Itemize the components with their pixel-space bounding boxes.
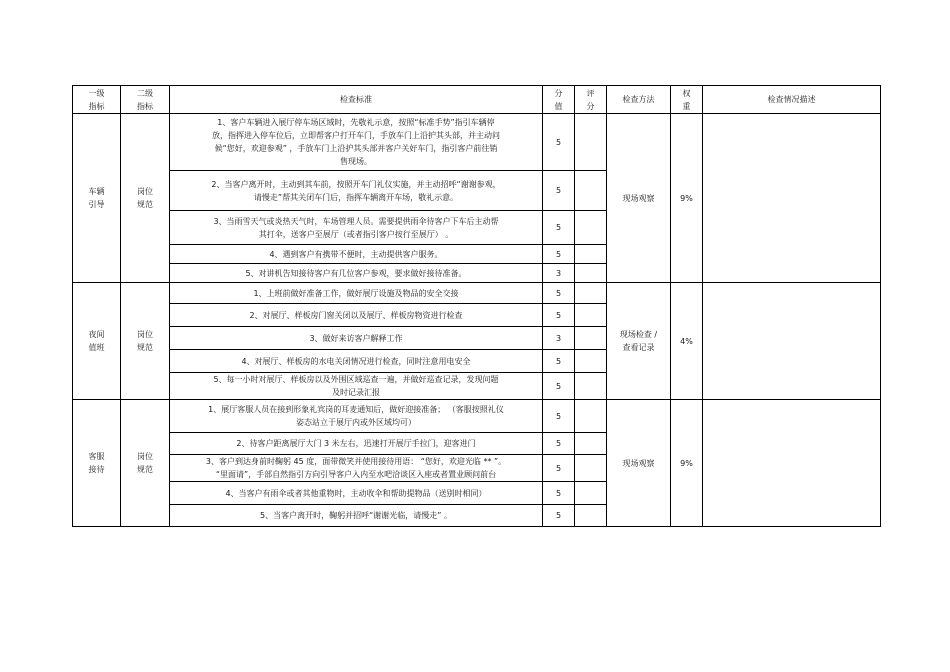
score-cell: 5 [543, 433, 575, 455]
rating-cell[interactable] [575, 211, 607, 245]
standard-line: 5、每一小时对展厅、样板房以及外围区域巡查一遍，并做好巡查记录，发现问题 [213, 375, 499, 384]
standard-line: 5、当客户离开时，鞠躬并招呼“谢谢光临，请慢走” 。 [260, 511, 452, 520]
score-cell: 5 [543, 283, 575, 304]
table-row [73, 114, 881, 171]
standard-cell [170, 114, 543, 171]
description-cell[interactable] [703, 283, 881, 400]
weight-cell: 9% [671, 114, 703, 283]
header-rating: 评 分 [575, 86, 607, 114]
score-cell: 5 [543, 211, 575, 245]
cell-line: 查看记录 [622, 343, 655, 352]
level2-cell [121, 114, 170, 283]
standard-line: 售现场。 [340, 157, 372, 166]
score-cell: 5 [543, 400, 575, 433]
score-cell: 3 [543, 264, 575, 283]
level1-cell [73, 283, 121, 400]
rating-cell[interactable] [575, 114, 607, 171]
standard-cell [170, 264, 543, 283]
standard-cell [170, 211, 543, 245]
method-cell: 现场观察 [607, 400, 671, 527]
standard-cell [170, 373, 543, 400]
table-row [73, 283, 881, 304]
weight-cell: 4% [671, 283, 703, 400]
rating-cell[interactable] [575, 304, 607, 327]
standard-cell [170, 350, 543, 373]
rating-cell[interactable] [575, 433, 607, 455]
standard-line: 3、客户到达身前时鞠躬 45 度，面带微笑并使用接待用语： “您好，欢迎光临 ** ”。 [205, 457, 507, 466]
rating-cell[interactable] [575, 482, 607, 505]
standard-line: 1、上班前做好准备工作，做好展厅设施及物品的安全交接 [253, 288, 459, 298]
cell-line: 现场检查 / [619, 330, 658, 339]
standard-line: 2、对展厅、样板房门窗关闭以及展厅、样板房物资进行检查 [249, 310, 463, 320]
cell-line: 规范 [137, 200, 153, 209]
standard-cell [170, 482, 543, 505]
standard-cell [170, 327, 543, 350]
cell-line: 客服 [88, 452, 105, 461]
standard-cell [170, 283, 543, 304]
level2-cell [121, 400, 170, 527]
standard-cell [170, 304, 543, 327]
score-cell: 5 [543, 245, 575, 264]
rating-cell[interactable] [575, 327, 607, 350]
header-description: 检查情况描述 [703, 86, 881, 114]
standard-line: 4、当客户有雨伞或者其他重物时，主动收伞和帮助提物品（送别时相同） [225, 488, 487, 498]
cell-line: 接待 [88, 465, 105, 474]
standard-line: 姿态站立于展厅内或外区域均可） [296, 418, 416, 427]
score-cell: 5 [543, 350, 575, 373]
standard-cell [170, 433, 543, 455]
standard-line: 2、待客户距离展厅大门 3 米左右，迅速打开展厅手拉门，迎客进门 [236, 439, 476, 448]
standard-line: 2、当客户离开时，主动到其车前，按照开车门礼仪实施，并主动招呼“谢谢参观， [211, 179, 501, 189]
header-score: 分 值 [543, 86, 575, 114]
header-standard: 检查标准 [170, 86, 543, 114]
cell-line: 规范 [137, 465, 153, 474]
standard-line: 4、对展厅、样板房的水电关闭情况进行检查，同时注意用电安全 [241, 356, 471, 366]
cell-line: 值班 [88, 343, 105, 352]
rating-cell[interactable] [575, 283, 607, 304]
cell-line: 岗位 [137, 330, 153, 339]
standard-line: 及时记录汇报 [332, 388, 380, 397]
method-cell [607, 283, 671, 400]
standard-line: 3、当雨雪天气或炎热天气时，车场管理人员。需要提供雨伞待客户下车后主动帮 [213, 216, 499, 226]
level1-cell [73, 114, 121, 283]
score-cell: 5 [543, 505, 575, 527]
rating-cell[interactable] [575, 455, 607, 482]
standard-cell [170, 245, 543, 264]
cell-line: 引导 [88, 200, 105, 209]
score-cell: 5 [543, 114, 575, 171]
score-cell: 3 [543, 327, 575, 350]
score-cell: 5 [543, 304, 575, 327]
standard-line: 4、遇到客户有携带不便时，主动提供客户服务。 [269, 249, 443, 259]
standard-line: 其打伞，送客户至展厅（或者指引客户按行至展厅） 。 [258, 229, 454, 239]
standard-line: 1、展厅客服人员在接到形象礼宾岗的耳麦通知后，做好迎接准备； （客服按照礼仪 [208, 405, 504, 414]
description-cell[interactable] [703, 400, 881, 527]
cell-line: 岗位 [137, 452, 153, 461]
level2-cell [121, 283, 170, 400]
header-level2: 二级 指标 [121, 86, 170, 114]
score-cell: 5 [543, 171, 575, 211]
standard-line: 放，指挥进入停车位后，立即帮客户打开车门，手放车门上沿护其头部，并主动问 [212, 131, 500, 140]
rating-cell[interactable] [575, 171, 607, 211]
header-level1: 一级 指标 [73, 86, 121, 114]
score-cell: 5 [543, 373, 575, 400]
standard-line: 1、客户车辆进入展厅停车场区域时，先敬礼示意，按照“标准手势”指引车辆停 [217, 118, 495, 127]
rating-cell[interactable] [575, 373, 607, 400]
standard-cell [170, 455, 543, 482]
weight-cell: 9% [671, 400, 703, 527]
standard-line: 请慢走”帮其关闭车门后，指挥车辆离开车场，敬礼示意。 [253, 192, 459, 202]
inspection-table [72, 85, 881, 527]
standard-line: 5、对讲机告知接待客户有几位客户参观，要求做好接待准备。 [245, 268, 467, 278]
rating-cell[interactable] [575, 264, 607, 283]
header-method: 检查方法 [607, 86, 671, 114]
cell-line: 夜间 [88, 330, 105, 339]
rating-cell[interactable] [575, 245, 607, 264]
score-cell: 5 [543, 455, 575, 482]
standard-line: 候“您好，欢迎参观” ，手放车门上沿护其头部并客户关好车门，指引客户前往销 [214, 144, 498, 153]
cell-line: 规范 [137, 343, 153, 352]
header-row [73, 86, 881, 114]
description-cell[interactable] [703, 114, 881, 283]
level1-cell [73, 400, 121, 527]
standard-line: “里面请”，手部自然指引方向引导客户入内至水吧洽谈区入座或者置业顾问前台 [215, 470, 497, 479]
standard-cell [170, 171, 543, 211]
rating-cell[interactable] [575, 400, 607, 433]
standard-cell [170, 505, 543, 527]
rating-cell[interactable] [575, 350, 607, 373]
cell-line: 车辆 [88, 187, 105, 196]
rating-cell[interactable] [575, 505, 607, 527]
method-cell: 现场观察 [607, 114, 671, 283]
standard-cell [170, 400, 543, 433]
cell-line: 岗位 [137, 187, 153, 196]
standard-line: 3、做好来访客户解释工作 [309, 333, 403, 343]
header-weight: 权 重 [671, 86, 703, 114]
score-cell: 5 [543, 482, 575, 505]
table-row [73, 400, 881, 433]
